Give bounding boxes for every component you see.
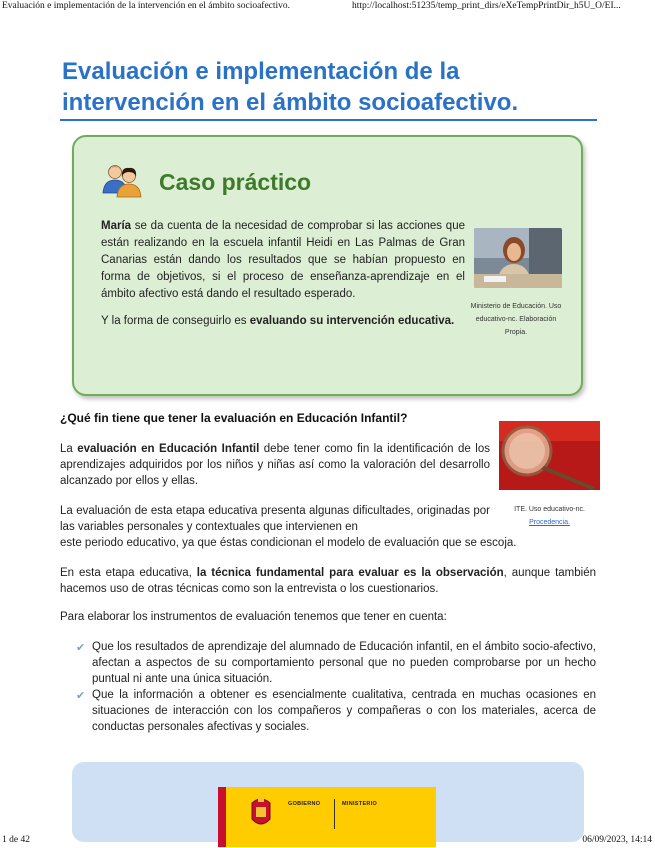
logo-gobierno: GOBIERNO [288,801,321,807]
page-counter: 1 de 42 [2,835,30,845]
p1-post: debe tener como fin la identificación de los aprendizajes adquiridos por los niños y niñas así como la valoración del desarrollo alcanzado por ellos y ellas. [60,443,490,487]
case-paragraph-1-text: se da cuenta de la necesidad de comprobar si las acciones que están realizando en la escuela infantil Heidi en Las Palmas de Gran Canarias están dando los resultados que se habían propuesto en forma de objetivos, si el proceso de enseñanza-aprendizaje en el ámbito afectivo está dando el resultado esperado. [101,220,465,300]
case-heading: Caso práctico [159,169,312,195]
logo-divider [334,799,335,829]
check-icon: ✔ [76,642,86,654]
list-item-text: Que los resultados de aprendizaje del alumnado de Educación infantil, en el ámbito socio-afectivo, afectan a aspectos de su comportamiento personal que no pueden comprobarse por un hecho puntual ni ante una única situación. [92,641,596,685]
woman-at-desk-photo [474,228,562,288]
case-paragraph-2 [101,313,465,330]
case-paragraph-2-bold: evaluando su intervención educativa. [249,315,455,327]
two-people-icon [102,163,142,199]
considerations-list [76,639,596,735]
p3-post: , aunque también hacemos uso de otras técnicas como son la entrevista o los cuestionarios. [60,567,597,595]
print-header-url: http://localhost:51235/temp_print_dirs/eXeTempPrintDir_h5U_O/EI... [352,1,621,11]
paragraph-observation [60,565,596,597]
paragraph-difficulties-cont: este periodo educativo, ya que éstas condicionan el modelo de evaluación que se escoja. [60,537,517,549]
check-icon: ✔ [76,690,86,702]
coat-of-arms-icon [248,795,274,835]
magnifier-caption [493,503,606,529]
magnifier-caption-text: ITE. Uso educativo-nc. [514,506,585,513]
case-photo-caption: Ministerio de Educación. Uso educativo-nc. Elaboración Propia. [470,303,562,336]
case-paragraph-1 [101,218,465,303]
paragraph-difficulties: La evaluación de esta etapa educativa presenta algunas dificultades, originadas por las variables personales y contextuales que intervienen en [60,505,490,533]
magnifying-glass-photo [499,421,600,490]
p3-bold: la técnica fundamental para evaluar es la observación [196,567,504,579]
print-header-title: Evaluación e implementación de la intervención en el ámbito socioafectivo. [2,1,291,11]
p1-bold: evaluación en Educación Infantil [77,443,260,455]
ministry-logo-box [72,762,584,842]
list-item-text: Que la información a obtener es esencialmente cualitativa, centrada en muchas ocasiones en situaciones de interacción con los compañeros y compañeras o con los materiales, acerca de conductas personales afectivas y sociales. [92,689,596,733]
logo-ministerio: MINISTERIO [342,801,378,807]
case-paragraph-2-text: Y la forma de conseguirlo es [101,315,250,327]
print-header [0,0,655,14]
section-question: ¿Qué fin tiene que tener la evaluación en Educación Infantil? [60,411,408,425]
case-name-maria: María [101,220,132,232]
paragraph-evaluation-aim [60,441,490,489]
list-item [76,639,596,687]
page-title: Evaluación e implementación de la intervención en el ámbito socioafectivo. [62,58,519,116]
case-study-box [72,135,583,396]
list-item [76,687,596,735]
source-link[interactable]: Procedencia. [529,519,570,526]
case-text [101,218,465,340]
p3-pre: En esta etapa educativa, [60,567,197,579]
print-footer [0,834,655,848]
title-divider [60,119,597,121]
print-date: 06/09/2023, 14:14 [582,835,652,845]
paragraph-instruments: Para elaborar los instrumentos de evaluación tenemos que tener en cuenta: [60,611,447,623]
p1-pre: La [60,443,78,455]
